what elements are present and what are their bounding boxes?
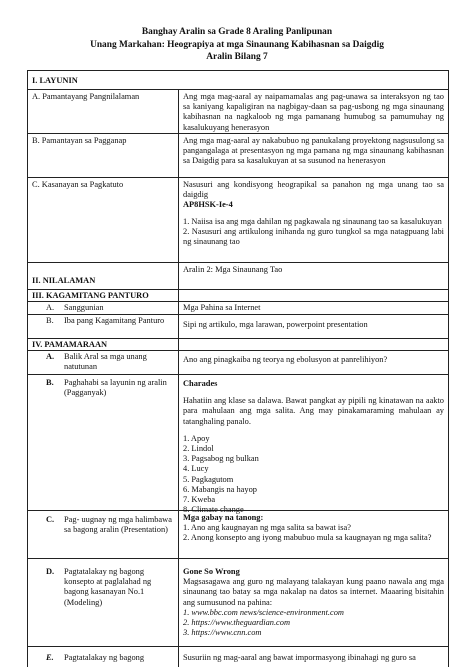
text-pagtatalakay-2: Susuriin ng mag-aaral ang bawat impormasyong ibinahagi ng guro sa xyxy=(183,653,416,662)
row-pagganap xyxy=(28,134,448,178)
list-item: 8. Climate change xyxy=(183,505,244,515)
kasanayan-code: AP8HSK-Ie-4 xyxy=(183,200,233,210)
list-item: 3. Pagsabog ng bulkan xyxy=(183,454,259,464)
charades-title: Charades xyxy=(183,379,218,388)
lesson-plan-table xyxy=(27,70,449,667)
gone-title: Gone So Wrong xyxy=(183,567,240,576)
header-line-3: Aralin Bilang 7 xyxy=(206,52,268,62)
label-pangnilalaman: A. Pamantayang Pangnilalaman xyxy=(28,90,179,133)
gone-text: Magsasagawa ang guro ng malayang talakayan kung paano nawala ang mga sinaunang tao batay sa mga nakalap na datos sa internet. Maaaring bisitahin ang sumusunod na pahina: xyxy=(183,577,444,607)
text-nilalaman: Aralin 2: Mga Sinaunang Tao xyxy=(183,265,283,274)
label-pagtatalakay-2: Pagtatalakay ng bagong xyxy=(64,653,145,662)
gabay-content xyxy=(179,511,448,558)
key-iba: B. xyxy=(46,316,54,325)
header-line-2: Unang Markahan: Heograpiya at mga Sinaunang Kabihasnan sa Daigdig xyxy=(90,39,384,50)
text-iba: Sipi ng artikulo, mga larawan, powerpoint presentation xyxy=(183,320,368,329)
charades-intro: Hahatiin ang klase sa dalawa. Bawat pangkat ay pipili ng kinatawan na aakto para mahulaan ang mga salita. Ang may pinakamaraming mahulaan ay tatanghaling panalo. xyxy=(183,396,444,426)
link-1[interactable]: 1. www.bbc.com news/science-environment.com xyxy=(183,607,344,617)
row-pamamaraan xyxy=(28,339,448,351)
row-pangnilalaman xyxy=(28,90,448,134)
key-pag: C. xyxy=(46,515,55,524)
key-sanggunian: A. xyxy=(46,303,55,312)
text-sanggunian: Mga Pahina sa Internet xyxy=(183,303,261,312)
label-iba: Iba pang Kagamitang Panturo xyxy=(64,316,165,325)
list-item: 1. Apoy xyxy=(183,433,210,443)
label-paghahabi: Paghahabi sa layunin ng aralin (Pagganyak) xyxy=(64,378,167,398)
kasanayan-content xyxy=(179,178,448,262)
charades-list xyxy=(183,434,444,516)
link-3[interactable]: 3. https://www.cnn.com xyxy=(183,628,262,638)
gabay-item-2: 2. Anong konsepto ang iyong mabubuo mula sa kaugnayan ng mga salita? xyxy=(183,533,432,543)
row-iba-pang-kagamitan xyxy=(28,315,448,339)
section-kagamitan: III. KAGAMITANG PANTURO xyxy=(28,290,179,301)
text-kasanayan: Nasusuri ang kondisyong heograpikal sa panahon ng mga unang tao sa daigdig xyxy=(183,180,444,200)
label-pagtatalakay-1: Pagtatalakay ng bagong konsepto at paglalahad ng bagong kasanayan No.1 (Modeling) xyxy=(64,567,152,607)
row-paghahabi xyxy=(28,375,448,515)
key-balik: A. xyxy=(46,352,55,361)
row-pag-uugnay xyxy=(28,511,448,559)
key-pagtatalakay-1: D. xyxy=(46,567,55,576)
list-item: 4. Lucy xyxy=(183,464,209,474)
list-item: 7. Kweba xyxy=(183,495,216,505)
row-layunin xyxy=(28,71,448,90)
kasanayan-item-1: 1. Naiisa isa ang mga dahilan ng pagkawala ng sinaunang tao sa kasalukuyan xyxy=(183,216,442,226)
label-pag: Pag- uugnay ng mga halimbawa sa bagong aralin (Presentation) xyxy=(64,515,172,535)
text-pangnilalaman: Ang mga mag-aaral ay naipamamalas ang pag-unawa sa interaksyon ng tao sa kaniyang kapaligiran na nagbigay-daan sa pag-usbong ng mga sinaunang kabihasnan na nagkaloob ng mga pamanang humubog sa pamumuhay ng kasalukuyang henerasyon xyxy=(183,92,444,132)
row-sanggunian xyxy=(28,302,448,315)
document-header xyxy=(27,26,447,64)
row-nilalaman xyxy=(28,263,448,290)
section-nilalaman: II. NILALAMAN xyxy=(28,263,179,289)
section-pamamaraan: IV. PAMAMARAAN xyxy=(28,339,179,350)
text-pagganap: Ang mga mag-aaral ay nakabubuo ng panukalang proyektong nagsusulong sa pangangalaga at presentasyon ng mga pamana ng mga sinaunang kabihasnan sa Daigdig para sa kasalukuyan at sa susunod na henerasyon xyxy=(183,136,444,166)
charades-content xyxy=(179,375,448,515)
text-balik: Ano ang pinagkaiba ng teorya ng ebolusyon at panrelihiyon? xyxy=(183,355,388,364)
list-item: 6. Mabangis na hayop xyxy=(183,484,257,494)
row-pagtatalakay-2 xyxy=(28,647,448,667)
row-balik-aral xyxy=(28,351,448,375)
label-pagganap: B. Pamantayan sa Pagganap xyxy=(28,134,179,177)
key-paghahabi: B. xyxy=(46,378,54,387)
label-sanggunian: Sanggunian xyxy=(64,303,104,312)
row-kagamitan xyxy=(28,290,448,302)
label-balik: Balik Aral sa mga unang natutunan xyxy=(64,352,147,372)
key-pagtatalakay-2: E. xyxy=(46,653,54,662)
gabay-item-1: 1. Ano ang kaugnayan ng mga salita sa bawat isa? xyxy=(183,523,351,533)
section-layunin: I. LAYUNIN xyxy=(32,76,78,85)
list-item: 2. Lindol xyxy=(183,444,214,454)
gabay-title: Mga gabay na tanong: xyxy=(183,513,264,522)
label-kasanayan: C. Kasanayan sa Pagkatuto xyxy=(28,178,179,262)
kasanayan-item-2: 2. Nasusuri ang artikulong inihanda ng guro tungkol sa mga natagpuang labi ng sinaunang tao xyxy=(183,226,444,247)
list-item: 5. Pagkagutom xyxy=(183,474,234,484)
link-2[interactable]: 2. https://www.theguardian.com xyxy=(183,618,291,628)
row-kasanayan xyxy=(28,178,448,263)
row-pagtatalakay-1 xyxy=(28,559,448,647)
header-line-1: Banghay Aralin sa Grade 8 Araling Panlipunan xyxy=(141,27,333,37)
gone-content xyxy=(179,559,448,646)
